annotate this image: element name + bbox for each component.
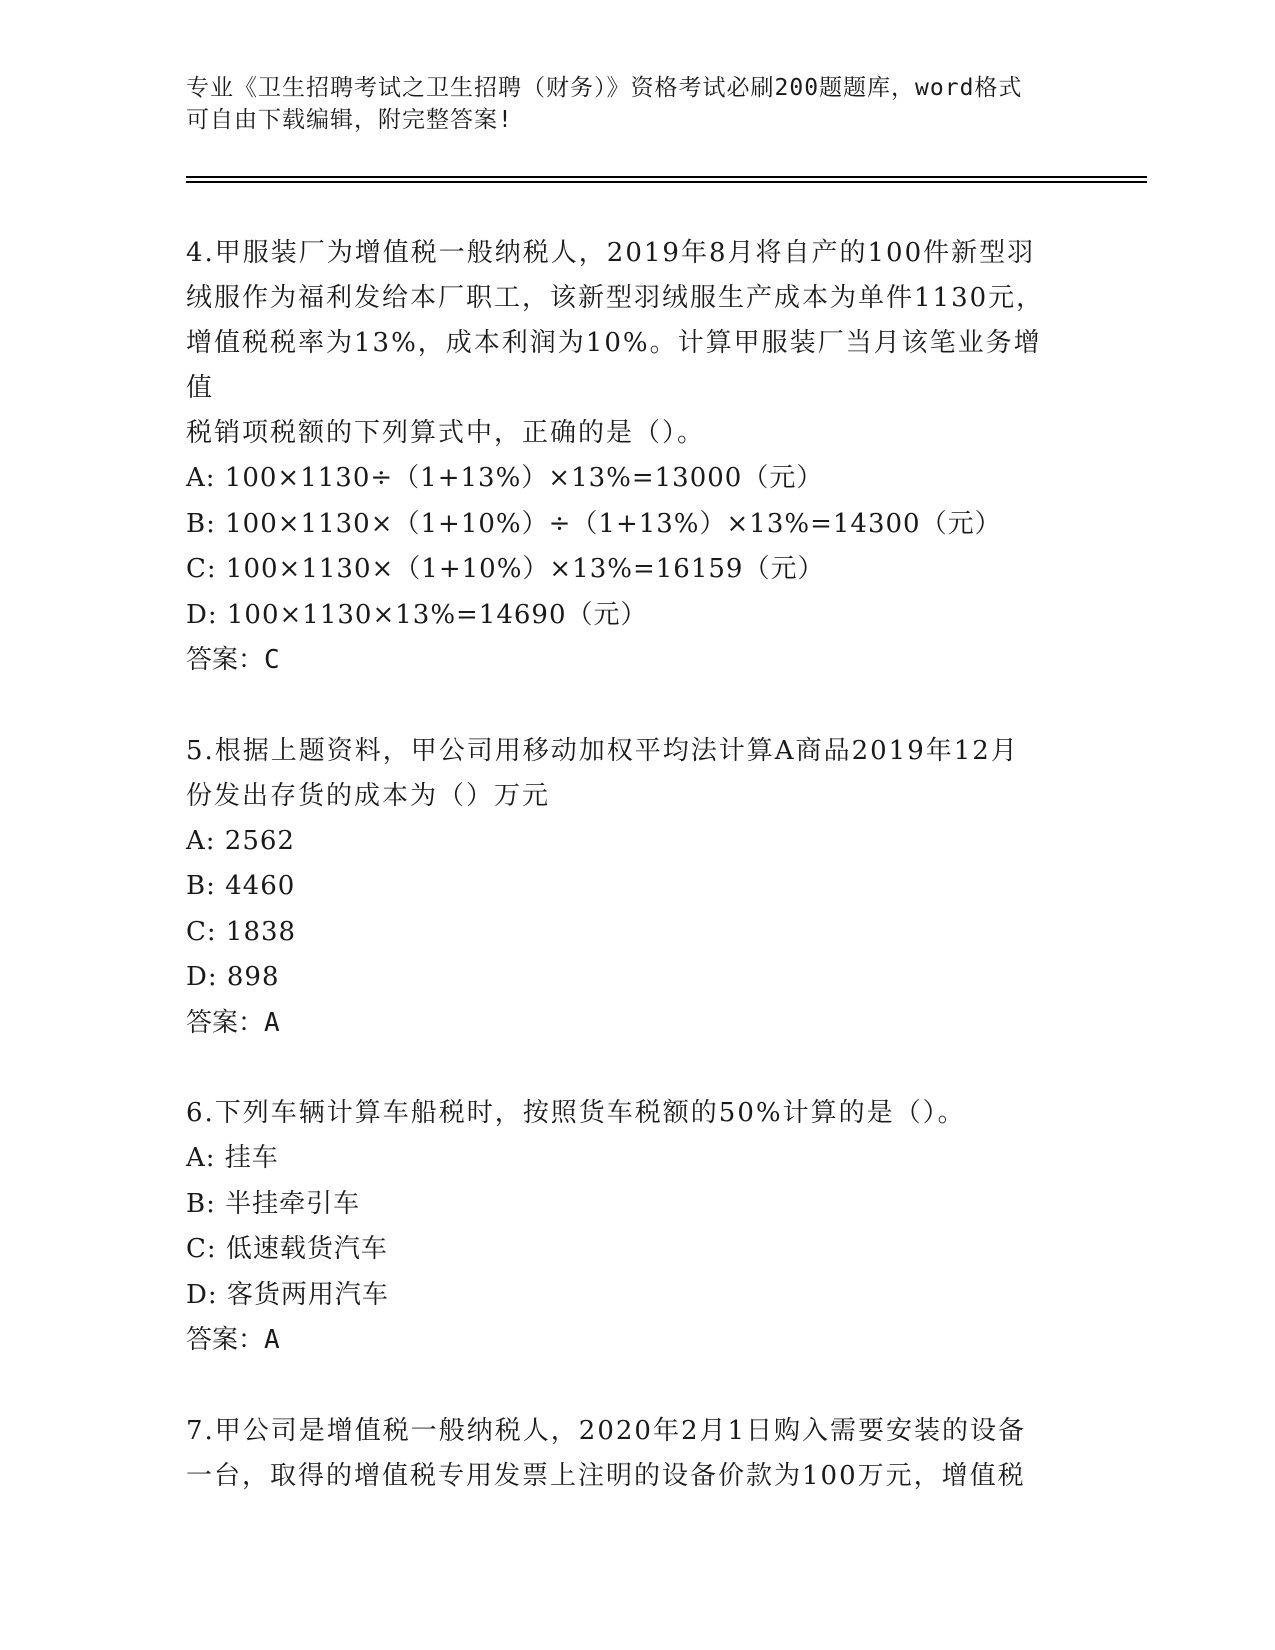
question-line: 4.甲服装厂为增值税一般纳税人，2019年8月将自产的100件新型羽 bbox=[186, 238, 1036, 268]
option-d: D: 100×1130×13%=14690（元） bbox=[186, 599, 648, 630]
option-b: B: 4460 bbox=[186, 871, 296, 901]
question-4 bbox=[186, 231, 1066, 684]
option-d: D: 客货两用汽车 bbox=[186, 1279, 389, 1310]
spacer bbox=[186, 684, 1066, 729]
question-line: 份发出存货的成本为（）万元 bbox=[186, 780, 551, 811]
question-line: 5.根据上题资料，甲公司用移动加权平均法计算A商品2019年12月 bbox=[186, 735, 1019, 766]
header-rule-bottom bbox=[186, 181, 1147, 183]
question-7 bbox=[186, 1409, 1066, 1499]
question-6 bbox=[186, 1091, 1066, 1364]
header-line-1: 专业《卫生招聘考试之卫生招聘（财务）》资格考试必刷200题题库，word格式 bbox=[186, 75, 1023, 101]
question-line: 一台，取得的增值税专用发票上注明的设备价款为100万元，增值税 bbox=[186, 1460, 1026, 1491]
document-header bbox=[186, 72, 1086, 136]
option-d: D: 898 bbox=[186, 962, 280, 992]
option-a: A: 100×1130÷（1+13%）×13%=13000（元） bbox=[186, 463, 824, 493]
answer: 答案：A bbox=[186, 1007, 280, 1038]
option-b: B: 半挂牵引车 bbox=[186, 1188, 361, 1219]
question-list bbox=[186, 231, 1066, 1499]
spacer bbox=[186, 1364, 1066, 1409]
header-line-2: 可自由下载编辑，附完整答案! bbox=[186, 107, 513, 133]
question-5 bbox=[186, 729, 1066, 1047]
option-c: C: 100×1130×（1+10%）×13%=16159（元） bbox=[186, 554, 825, 584]
answer: 答案：C bbox=[186, 645, 280, 675]
question-line: 增值税税率为13%，成本利润为10%。计算甲服装厂当月该笔业务增值 bbox=[186, 328, 1042, 403]
question-line: 7.甲公司是增值税一般纳税人，2020年2月1日购入需要安装的设备 bbox=[186, 1415, 1027, 1446]
option-c: C: 低速载货汽车 bbox=[186, 1234, 388, 1264]
answer: 答案：A bbox=[186, 1325, 280, 1355]
option-c: C: 1838 bbox=[186, 916, 297, 947]
question-line: 绒服作为福利发给本厂职工，该新型羽绒服生产成本为单件1130元， bbox=[186, 283, 1045, 313]
option-a: A: 2562 bbox=[186, 825, 295, 856]
option-a: A: 挂车 bbox=[186, 1143, 279, 1173]
spacer bbox=[186, 1046, 1066, 1091]
header-rule-top bbox=[186, 176, 1147, 178]
option-b: B: 100×1130×（1+10%）÷（1+13%）×13%=14300（元） bbox=[186, 508, 1002, 539]
question-line: 6.下列车辆计算车船税时，按照货车税额的50%计算的是（）。 bbox=[186, 1098, 966, 1128]
question-line: 税销项税额的下列算式中，正确的是（）。 bbox=[186, 418, 706, 448]
